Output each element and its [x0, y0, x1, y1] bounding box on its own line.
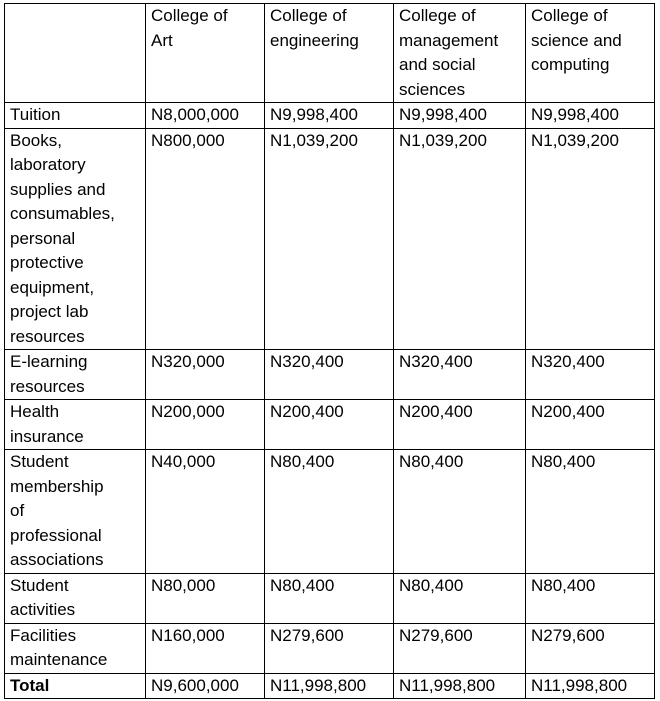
cell-value: N800,000 — [146, 128, 265, 350]
total-value: N9,600,000 — [146, 673, 265, 699]
total-row — [5, 673, 655, 699]
cell-value: N80,400 — [265, 450, 394, 574]
total-value: N11,998,800 — [526, 673, 655, 699]
header-cell: College of science and computing — [526, 4, 655, 103]
table-row — [5, 103, 655, 129]
cell-value: N320,400 — [394, 350, 526, 400]
cell-value: N200,400 — [526, 400, 655, 450]
cell-value: N40,000 — [146, 450, 265, 574]
row-label: E-learning resources — [5, 350, 146, 400]
cell-value: N320,400 — [526, 350, 655, 400]
table-row — [5, 400, 655, 450]
cell-value: N200,400 — [265, 400, 394, 450]
cell-value: N8,000,000 — [146, 103, 265, 129]
cell-value: N320,000 — [146, 350, 265, 400]
header-row — [5, 4, 655, 103]
row-label: Student membership of professional associations — [5, 450, 146, 574]
cell-value: N80,000 — [146, 573, 265, 623]
table-row — [5, 623, 655, 673]
cell-value: N1,039,200 — [526, 128, 655, 350]
header-cell-empty — [5, 4, 146, 103]
cell-value: N80,400 — [394, 573, 526, 623]
total-value: N11,998,800 — [265, 673, 394, 699]
cell-value: N80,400 — [265, 573, 394, 623]
table-row — [5, 450, 655, 574]
total-label: Total — [5, 673, 146, 699]
header-cell: College of management and social sciences — [394, 4, 526, 103]
header-cell: College of Art — [146, 4, 265, 103]
cell-value: N160,000 — [146, 623, 265, 673]
total-value: N11,998,800 — [394, 673, 526, 699]
cell-value: N9,998,400 — [265, 103, 394, 129]
cell-value: N320,400 — [265, 350, 394, 400]
fee-table — [4, 3, 655, 699]
row-label: Health insurance — [5, 400, 146, 450]
cell-value: N200,000 — [146, 400, 265, 450]
cell-value: N80,400 — [394, 450, 526, 574]
cell-value: N80,400 — [526, 450, 655, 574]
row-label: Student activities — [5, 573, 146, 623]
cell-value: N1,039,200 — [265, 128, 394, 350]
header-cell: College of engineering — [265, 4, 394, 103]
row-label: Tuition — [5, 103, 146, 129]
table-row — [5, 573, 655, 623]
cell-value: N9,998,400 — [526, 103, 655, 129]
cell-value: N279,600 — [394, 623, 526, 673]
cell-value: N80,400 — [526, 573, 655, 623]
table-row — [5, 350, 655, 400]
cell-value: N9,998,400 — [394, 103, 526, 129]
row-label: Facilities maintenance — [5, 623, 146, 673]
cell-value: N1,039,200 — [394, 128, 526, 350]
cell-value: N279,600 — [265, 623, 394, 673]
cell-value: N200,400 — [394, 400, 526, 450]
cell-value: N279,600 — [526, 623, 655, 673]
row-label: Books, laboratory supplies and consumables, personal protective equipment, project lab resources — [5, 128, 146, 350]
table-row — [5, 128, 655, 350]
